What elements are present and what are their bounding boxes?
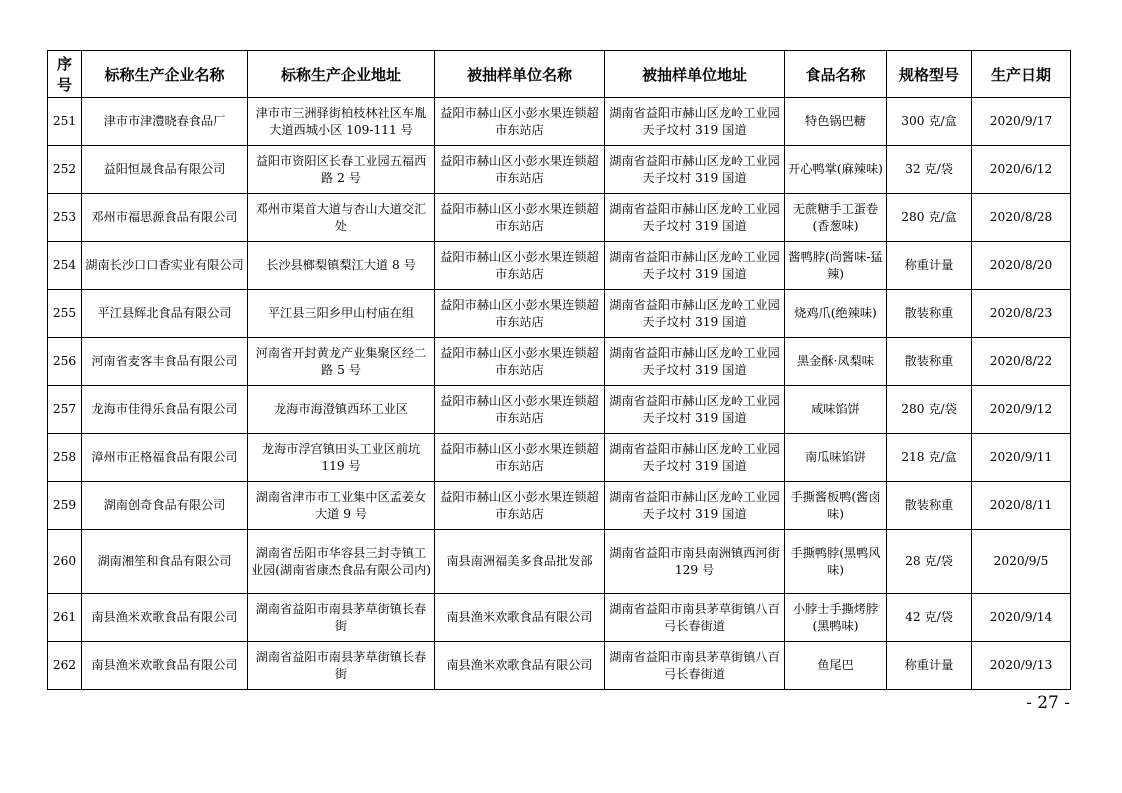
table-cell: 河南省开封黄龙产业集聚区经二路 5 号 bbox=[248, 338, 435, 386]
table-cell: 280 克/袋 bbox=[887, 386, 972, 434]
table-cell: 湖南省益阳市赫山区龙岭工业园天子坟村 319 国道 bbox=[605, 482, 785, 530]
table-cell: 2020/8/20 bbox=[972, 242, 1071, 290]
table-cell: 益阳市赫山区小彭水果连锁超市东站店 bbox=[435, 434, 605, 482]
header-row bbox=[48, 51, 1071, 98]
table-row bbox=[48, 194, 1071, 242]
header-cell: 被抽样单位名称 bbox=[435, 51, 605, 98]
table-cell: 南县渔米欢歌食品有限公司 bbox=[82, 642, 248, 690]
table-cell: 酱鸭脖(尚酱味-猛辣) bbox=[785, 242, 887, 290]
table-cell: 无蔗糖手工蛋卷(香葱味) bbox=[785, 194, 887, 242]
table-cell: 益阳市赫山区小彭水果连锁超市东站店 bbox=[435, 290, 605, 338]
table-cell: 251 bbox=[48, 98, 82, 146]
page-number: - 27 - bbox=[1026, 693, 1070, 713]
header-cell: 规格型号 bbox=[887, 51, 972, 98]
table-cell: 2020/9/5 bbox=[972, 530, 1071, 594]
table-cell: 258 bbox=[48, 434, 82, 482]
table-cell: 益阳市赫山区小彭水果连锁超市东站店 bbox=[435, 242, 605, 290]
table-cell: 254 bbox=[48, 242, 82, 290]
table-cell: 2020/8/11 bbox=[972, 482, 1071, 530]
table-cell: 28 克/袋 bbox=[887, 530, 972, 594]
table-cell: 218 克/盒 bbox=[887, 434, 972, 482]
table-cell: 2020/6/12 bbox=[972, 146, 1071, 194]
table-cell: 260 bbox=[48, 530, 82, 594]
header-cell: 食品名称 bbox=[785, 51, 887, 98]
table-cell: 255 bbox=[48, 290, 82, 338]
table-cell: 咸味馅饼 bbox=[785, 386, 887, 434]
table-cell: 散装称重 bbox=[887, 290, 972, 338]
table-cell: 261 bbox=[48, 594, 82, 642]
table-cell: 南县渔米欢歌食品有限公司 bbox=[435, 642, 605, 690]
table-cell: 益阳市赫山区小彭水果连锁超市东站店 bbox=[435, 386, 605, 434]
table-row bbox=[48, 642, 1071, 690]
table-cell: 300 克/盒 bbox=[887, 98, 972, 146]
inspection-table bbox=[47, 50, 1071, 690]
table-cell: 湖南创奇食品有限公司 bbox=[82, 482, 248, 530]
table-cell: 津市市三洲驿街柏枝林社区车胤大道西城小区 109-111 号 bbox=[248, 98, 435, 146]
table-cell: 南县渔米欢歌食品有限公司 bbox=[435, 594, 605, 642]
table-cell: 漳州市正格福食品有限公司 bbox=[82, 434, 248, 482]
table-cell: 湖南省益阳市赫山区龙岭工业园天子坟村 319 国道 bbox=[605, 386, 785, 434]
table-cell: 湖南省益阳市南县茅草街镇八百弓长春街道 bbox=[605, 642, 785, 690]
header-cell: 标称生产企业地址 bbox=[248, 51, 435, 98]
table-cell: 湖南省益阳市南县茅草街镇长春街 bbox=[248, 594, 435, 642]
table-cell: 龙海市海澄镇西环工业区 bbox=[248, 386, 435, 434]
header-cell: 生产日期 bbox=[972, 51, 1071, 98]
table-cell: 长沙县榔梨镇梨江大道 8 号 bbox=[248, 242, 435, 290]
table-cell: 黑金酥·凤梨味 bbox=[785, 338, 887, 386]
table-cell: 湖南湘笙和食品有限公司 bbox=[82, 530, 248, 594]
table-cell: 253 bbox=[48, 194, 82, 242]
table-cell: 邓州市渠首大道与杏山大道交汇处 bbox=[248, 194, 435, 242]
table-cell: 湖南省益阳市南县茅草街镇八百弓长春街道 bbox=[605, 594, 785, 642]
table-cell: 280 克/盒 bbox=[887, 194, 972, 242]
table-cell: 益阳市赫山区小彭水果连锁超市东站店 bbox=[435, 482, 605, 530]
table-cell: 2020/9/14 bbox=[972, 594, 1071, 642]
table-cell: 南瓜味馅饼 bbox=[785, 434, 887, 482]
table-cell: 手撕鸭脖(黑鸭风味) bbox=[785, 530, 887, 594]
table-cell: 烧鸡爪(绝辣味) bbox=[785, 290, 887, 338]
table-cell: 257 bbox=[48, 386, 82, 434]
table-row bbox=[48, 98, 1071, 146]
table-cell: 湖南省益阳市赫山区龙岭工业园天子坟村 319 国道 bbox=[605, 338, 785, 386]
table-row bbox=[48, 146, 1071, 194]
table-cell: 手撕酱板鸭(酱卤味) bbox=[785, 482, 887, 530]
table-cell: 平江县辉北食品有限公司 bbox=[82, 290, 248, 338]
table-cell: 散装称重 bbox=[887, 338, 972, 386]
table-cell: 2020/9/12 bbox=[972, 386, 1071, 434]
table-cell: 龙海市佳得乐食品有限公司 bbox=[82, 386, 248, 434]
table-cell: 鱼尾巴 bbox=[785, 642, 887, 690]
table-cell: 小脖士手撕烤脖(黑鸭味) bbox=[785, 594, 887, 642]
table-cell: 256 bbox=[48, 338, 82, 386]
table-cell: 散装称重 bbox=[887, 482, 972, 530]
table-cell: 2020/9/11 bbox=[972, 434, 1071, 482]
table-cell: 湖南省益阳市赫山区龙岭工业园天子坟村 319 国道 bbox=[605, 146, 785, 194]
table-cell: 湖南省益阳市南县茅草街镇长春街 bbox=[248, 642, 435, 690]
table-cell: 益阳市赫山区小彭水果连锁超市东站店 bbox=[435, 146, 605, 194]
table-cell: 259 bbox=[48, 482, 82, 530]
table-cell: 津市市津澧晓春食品厂 bbox=[82, 98, 248, 146]
table-cell: 湖南省益阳市赫山区龙岭工业园天子坟村 319 国道 bbox=[605, 290, 785, 338]
table-cell: 南县南洲福美多食品批发部 bbox=[435, 530, 605, 594]
header-cell: 被抽样单位地址 bbox=[605, 51, 785, 98]
table-row bbox=[48, 594, 1071, 642]
table-cell: 湖南省益阳市赫山区龙岭工业园天子坟村 319 国道 bbox=[605, 242, 785, 290]
table-row bbox=[48, 386, 1071, 434]
table-row bbox=[48, 242, 1071, 290]
header-cell: 序号 bbox=[48, 51, 82, 98]
table-row bbox=[48, 338, 1071, 386]
header-cell: 标称生产企业名称 bbox=[82, 51, 248, 98]
table-cell: 42 克/袋 bbox=[887, 594, 972, 642]
table-cell: 湖南省津市市工业集中区孟姜女大道 9 号 bbox=[248, 482, 435, 530]
table-cell: 2020/8/22 bbox=[972, 338, 1071, 386]
table-cell: 开心鸭掌(麻辣味) bbox=[785, 146, 887, 194]
table-cell: 邓州市福思源食品有限公司 bbox=[82, 194, 248, 242]
table-row bbox=[48, 482, 1071, 530]
table-cell: 益阳市赫山区小彭水果连锁超市东站店 bbox=[435, 98, 605, 146]
table-cell: 益阳市赫山区小彭水果连锁超市东站店 bbox=[435, 194, 605, 242]
table-cell: 2020/8/28 bbox=[972, 194, 1071, 242]
table-cell: 平江县三阳乡甲山村庙在组 bbox=[248, 290, 435, 338]
table-row bbox=[48, 434, 1071, 482]
table-cell: 湖南省益阳市南县南洲镇西河街 129 号 bbox=[605, 530, 785, 594]
table-row bbox=[48, 530, 1071, 594]
table-cell: 南县渔米欢歌食品有限公司 bbox=[82, 594, 248, 642]
table-cell: 益阳市资阳区长春工业园五福西路 2 号 bbox=[248, 146, 435, 194]
table-cell: 湖南省益阳市赫山区龙岭工业园天子坟村 319 国道 bbox=[605, 434, 785, 482]
table-cell: 262 bbox=[48, 642, 82, 690]
table-cell: 益阳恒晟食品有限公司 bbox=[82, 146, 248, 194]
table-cell: 2020/9/17 bbox=[972, 98, 1071, 146]
table-row bbox=[48, 290, 1071, 338]
table-cell: 2020/8/23 bbox=[972, 290, 1071, 338]
table-cell: 益阳市赫山区小彭水果连锁超市东站店 bbox=[435, 338, 605, 386]
table-cell: 湖南省益阳市赫山区龙岭工业园天子坟村 319 国道 bbox=[605, 98, 785, 146]
table-cell: 湖南长沙口口香实业有限公司 bbox=[82, 242, 248, 290]
table-cell: 湖南省益阳市赫山区龙岭工业园天子坟村 319 国道 bbox=[605, 194, 785, 242]
table-cell: 特色锅巴糖 bbox=[785, 98, 887, 146]
table-cell: 河南省麦客丰食品有限公司 bbox=[82, 338, 248, 386]
table-cell: 湖南省岳阳市华容县三封寺镇工业园(湖南省康杰食品有限公司内) bbox=[248, 530, 435, 594]
table-cell: 2020/9/13 bbox=[972, 642, 1071, 690]
table-cell: 称重计量 bbox=[887, 642, 972, 690]
table-cell: 32 克/袋 bbox=[887, 146, 972, 194]
table-cell: 龙海市浮宫镇田头工业区前坑 119 号 bbox=[248, 434, 435, 482]
table-cell: 称重计量 bbox=[887, 242, 972, 290]
table-cell: 252 bbox=[48, 146, 82, 194]
